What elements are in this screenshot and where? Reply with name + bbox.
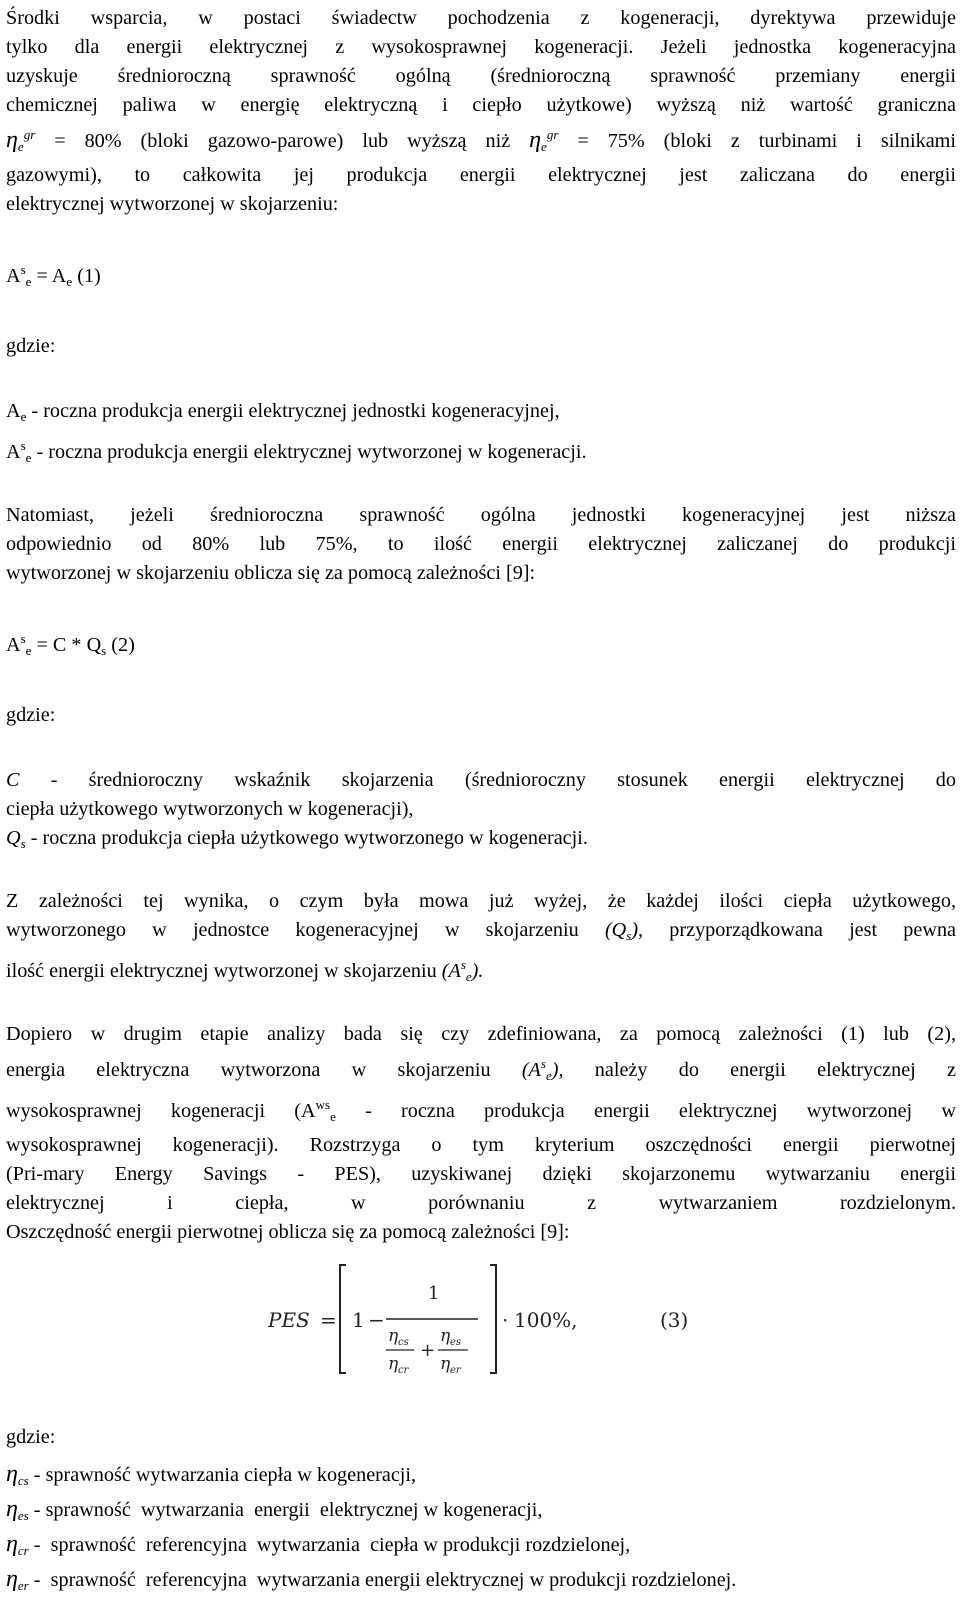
svg-text:η: η	[388, 1326, 399, 1346]
definition-c-line2: ciepła użytkowego wytworzonych w kogeneracji),	[6, 798, 414, 820]
gdzie-label-1: gdzie:	[6, 335, 56, 357]
eta-symbol: η	[6, 127, 18, 153]
svg-text:η: η	[440, 1326, 451, 1346]
para3-line1: Z zależności tej wynika, o czym była mowa już wyżej, że każdej ilości ciepła użytkowego,	[6, 890, 956, 912]
svg-text:+: +	[420, 1340, 436, 1361]
right-bracket	[490, 1265, 496, 1373]
para4-line7: Oszczędność energii pierwotnej oblicza się za pomocą zależności [9]:	[6, 1221, 570, 1243]
definition-c-line1: C - średnioroczny wskaźnik skojarzenia (średnioroczny stosunek energii elektrycznej do	[6, 769, 956, 791]
equals-sign: =	[320, 1308, 337, 1332]
para4-line1: Dopiero w drugim etapie analizy bada się czy zdefiniowana, za pomocą zależności (1) lub (2),	[6, 1023, 956, 1045]
equation-1: $A^se = Ae$ (1)	[6, 262, 101, 289]
definition-ae: Ae - roczna produkcja energii elektrycznej jednostki kogeneracyjnej,	[6, 400, 560, 424]
para2-line1: Natomiast, jeżeli średnioroczna sprawność ogólna jednostki kogeneracyjnej jest niższa	[6, 504, 956, 526]
svg-text:η: η	[440, 1354, 451, 1374]
one-term: 1	[352, 1308, 365, 1332]
document-page	[6, 4, 956, 1600]
svg-text:·: ·	[502, 1308, 509, 1332]
left-bracket	[340, 1265, 346, 1373]
formula-3	[6, 1247, 956, 1397]
pes-formula-graphic	[268, 1257, 708, 1377]
hundred-percent: 100%,	[514, 1308, 578, 1332]
para1-line4: chemicznej paliwa w energię elektryczną i ciepło użytkowe) wyższą niż wartość graniczna	[6, 94, 956, 116]
para4-line5: (Pri-mary Energy Savings - PES), uzyskiwanej dzięki skojarzonemu wytwarzaniu energii	[6, 1163, 956, 1185]
pes-label: PES	[268, 1308, 310, 1332]
definition-eta-cs: ηcs - sprawność wytwarzania ciepła w kogeneracji,	[6, 1461, 417, 1488]
para1-line6: gazowymi), to całkowita jej produkcja energii elektrycznej jest zaliczana do energii	[6, 164, 956, 186]
definition-eta-es: ηes - sprawność wytwarzania energii elektrycznej w kogeneracji,	[6, 1496, 543, 1523]
fraction-numerator: 1	[428, 1283, 440, 1304]
para1-line3: uzyskuje średnioroczną sprawność ogólną (średnioroczną sprawność przemiany energii	[6, 65, 956, 87]
gdzie-label-3: gdzie:	[6, 1426, 56, 1448]
equation-number: (3)	[660, 1308, 689, 1332]
para1-line1: Środki wsparcia, w postaci świadectw pochodzenia z kogeneracji, dyrektywa przewiduje	[6, 7, 956, 29]
eta-symbol: η	[529, 127, 542, 153]
para4-line4: wysokosprawnej kogeneracji). Rozstrzyga o tym kryterium oszczędności energii pierwotnej	[6, 1134, 956, 1156]
svg-text:cr: cr	[398, 1365, 409, 1376]
para2-line2: odpowiednio od 80% lub 75%, to ilość energii elektrycznej zaliczanej do produkcji	[6, 533, 956, 555]
definition-qs: Qs - roczna produkcja ciepła użytkowego wytworzonego w kogeneracji.	[6, 827, 588, 851]
svg-text:η: η	[388, 1354, 399, 1374]
para3-line3: ilość energii elektrycznej wytworzonej w skojarzeniu $(A^se)$.	[6, 957, 484, 984]
para4-line3: wysokosprawnej kogeneracji ($A^{ws}e$ - roczna produkcja energii elektrycznej wytworzonej w	[6, 1097, 956, 1124]
svg-text:es: es	[450, 1337, 462, 1348]
minus-sign: −	[368, 1308, 385, 1332]
para1-line7: elektrycznej wytworzonej w skojarzeniu:	[6, 193, 339, 215]
definition-ase: $A^se$ - roczna produkcja energii elektrycznej wytworzonej w kogeneracji.	[6, 438, 587, 465]
definition-eta-cr: ηcr - sprawność referencyjna wytwarzania ciepła w produkcji rozdzielonej,	[6, 1531, 631, 1558]
svg-text:er: er	[450, 1365, 461, 1376]
para1-line5: $\eta e^{gr} = 80\%$ (bloki gazowo-parowe) lub wyższą niż $\eta e^{gr} = 75\%$ (bloki z turbinami i silnikami	[6, 127, 956, 154]
svg-text:cs: cs	[398, 1337, 409, 1348]
para2-line3: wytworzonej w skojarzeniu oblicza się za pomocą zależności [9]:	[6, 562, 536, 584]
para3-line2: wytworzonego w jednostce kogeneracyjnej w skojarzeniu (Qs), przyporządkowana jest pewna	[6, 919, 956, 943]
equation-2: $A^se = C * Qs$ (2)	[6, 631, 135, 658]
para1-line2: tylko dla energii elektrycznej z wysokosprawnej kogeneracji. Jeżeli jednostka kogeneracyjna	[6, 36, 956, 58]
gdzie-label-2: gdzie:	[6, 704, 56, 726]
para4-line2: energia elektryczna wytworzona w skojarzeniu $(A^se)$, należy do energii elektrycznej z	[6, 1056, 956, 1083]
definition-eta-er: ηer - sprawność referencyjna wytwarzania energii elektrycznej w produkcji rozdzielonej.	[6, 1566, 737, 1593]
para4-line6: elektrycznej i ciepła, w porównaniu z wytwarzaniem rozdzielonym.	[6, 1192, 956, 1214]
